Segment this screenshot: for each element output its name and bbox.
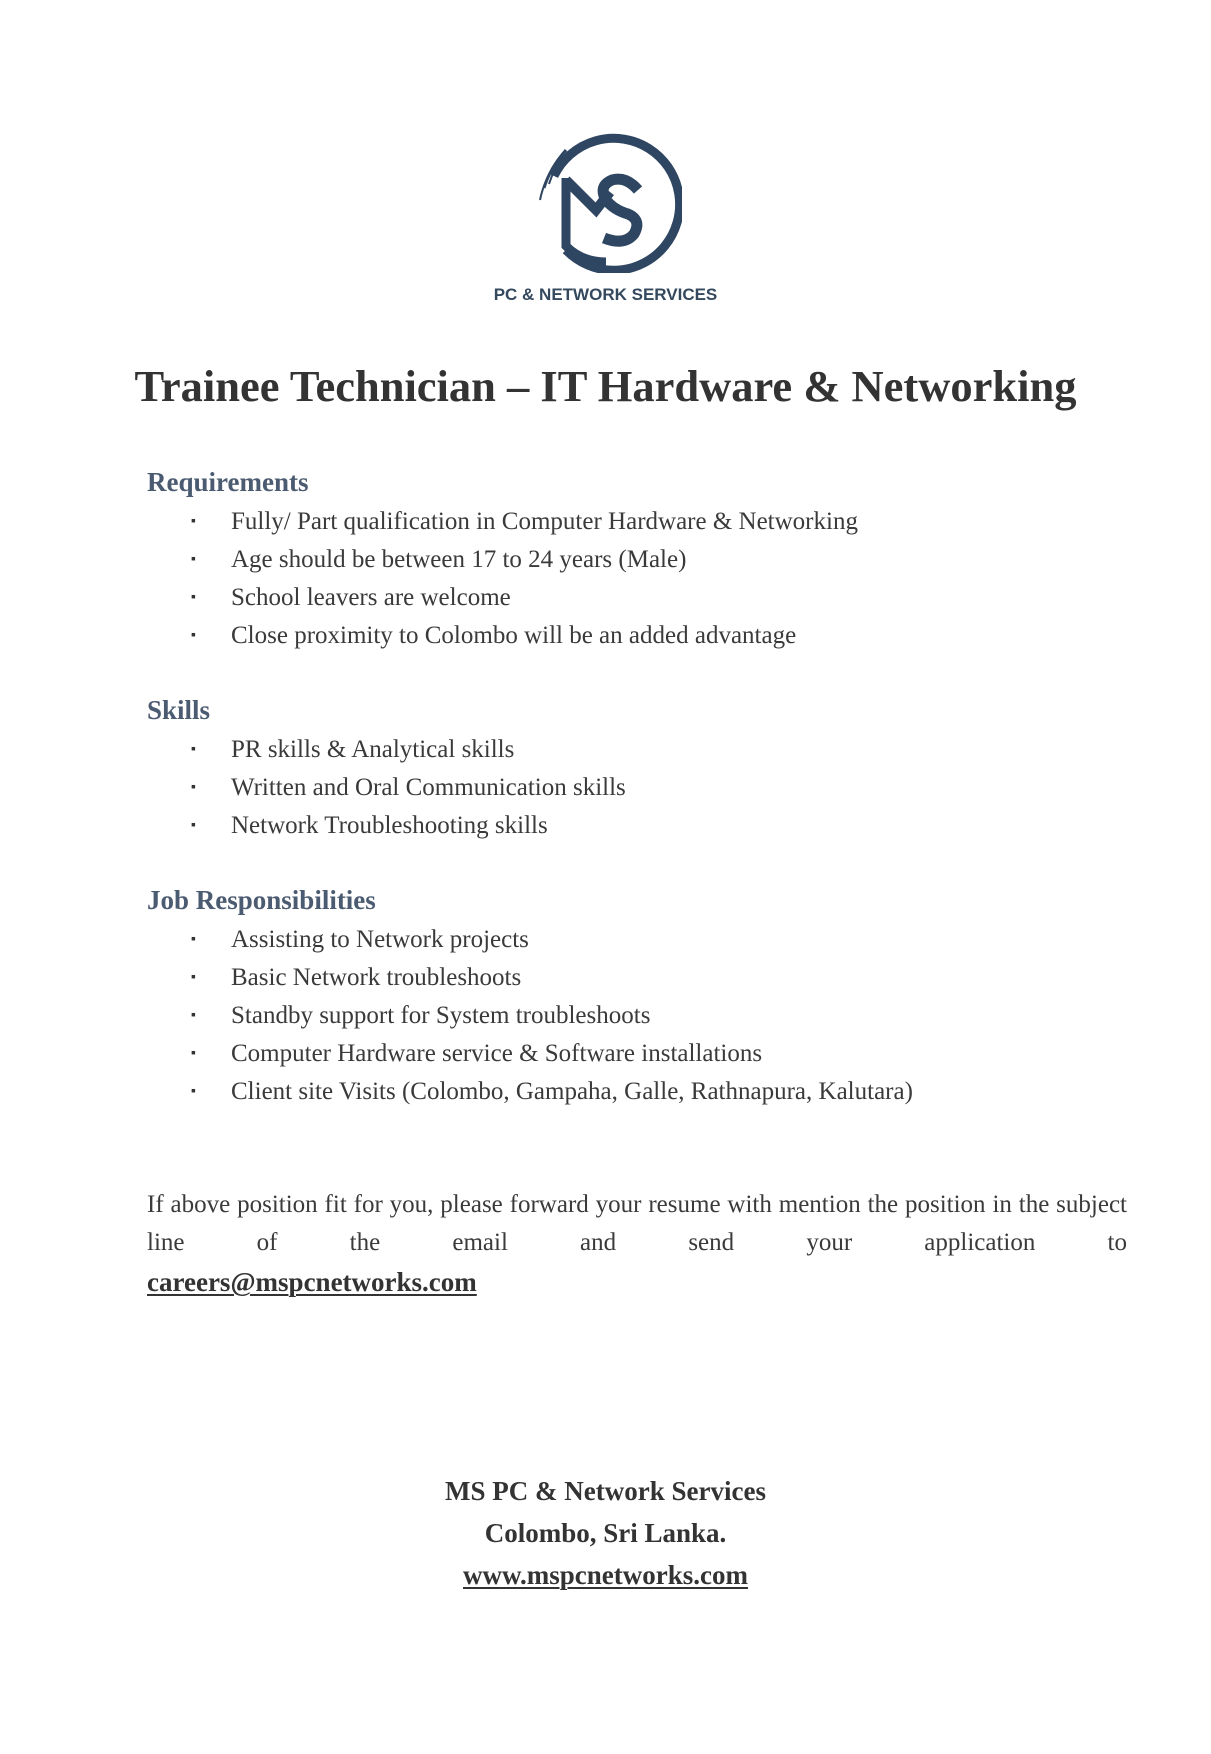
list-item bbox=[147, 579, 1127, 617]
bullet-square-icon: ▪ bbox=[191, 514, 196, 529]
list-item bbox=[147, 617, 1127, 655]
list-item-text: PR skills & Analytical skills bbox=[231, 736, 515, 763]
list-item-text: Fully/ Part qualification in Computer Hardware & Networking bbox=[231, 508, 858, 535]
application-instructions: If above position fit for you, please forward your resume with mention the position in the subject line of the email and send your application to bbox=[147, 1191, 1127, 1256]
bullet-square-icon: ▪ bbox=[191, 590, 196, 605]
bullet-square-icon: ▪ bbox=[191, 1084, 196, 1099]
careers-email-link[interactable]: careers@mspcnetworks.com bbox=[147, 1267, 477, 1297]
footer bbox=[0, 1470, 1211, 1596]
list-item-text: Written and Oral Communication skills bbox=[231, 774, 626, 801]
list-item-text: Close proximity to Colombo will be an added advantage bbox=[231, 622, 797, 649]
ms-monogram-icon bbox=[530, 128, 682, 273]
bullet-square-icon: ▪ bbox=[191, 628, 196, 643]
list-item bbox=[147, 769, 1127, 807]
list-item-text: Network Troubleshooting skills bbox=[231, 812, 548, 839]
requirements-list bbox=[147, 503, 1127, 655]
footer-location: Colombo, Sri Lanka. bbox=[484, 1518, 727, 1548]
list-item-text: Standby support for System troubleshoots bbox=[231, 1002, 651, 1029]
list-item-text: Computer Hardware service & Software installations bbox=[231, 1040, 763, 1067]
list-item-text: Assisting to Network projects bbox=[231, 926, 529, 953]
company-logo bbox=[530, 128, 682, 273]
list-item bbox=[147, 959, 1127, 997]
list-item bbox=[147, 997, 1127, 1035]
section-heading: Job Responsibilities bbox=[147, 885, 376, 915]
bullet-square-icon: ▪ bbox=[191, 970, 196, 985]
bullet-square-icon: ▪ bbox=[191, 780, 196, 795]
bullet-square-icon: ▪ bbox=[191, 932, 196, 947]
list-item-text: School leavers are welcome bbox=[231, 584, 511, 611]
section-skills bbox=[147, 693, 1127, 845]
bullet-square-icon: ▪ bbox=[191, 742, 196, 757]
list-item bbox=[147, 731, 1127, 769]
bullet-square-icon: ▪ bbox=[191, 818, 196, 833]
page-title: Trainee Technician – IT Hardware & Networking bbox=[134, 361, 1077, 411]
bullet-square-icon: ▪ bbox=[191, 1046, 196, 1061]
section-requirements bbox=[147, 465, 1127, 655]
list-item bbox=[147, 807, 1127, 845]
responsibilities-list bbox=[147, 921, 1127, 1111]
website-link[interactable]: www.mspcnetworks.com bbox=[463, 1560, 748, 1590]
list-item bbox=[147, 1035, 1127, 1073]
list-item-text: Age should be between 17 to 24 years (Male) bbox=[231, 546, 687, 573]
section-heading: Requirements bbox=[147, 467, 309, 497]
list-item-text: Client site Visits (Colombo, Gampaha, Galle, Rathnapura, Kalutara) bbox=[231, 1078, 913, 1105]
skills-list bbox=[147, 731, 1127, 845]
footer-company-name: MS PC & Network Services bbox=[445, 1476, 766, 1506]
list-item bbox=[147, 1073, 1127, 1111]
logo-tagline: PC & NETWORK SERVICES bbox=[493, 285, 718, 304]
list-item bbox=[147, 503, 1127, 541]
bullet-square-icon: ▪ bbox=[191, 552, 196, 567]
list-item bbox=[147, 921, 1127, 959]
list-item bbox=[147, 541, 1127, 579]
bullet-square-icon: ▪ bbox=[191, 1008, 196, 1023]
section-job-responsibilities bbox=[147, 883, 1127, 1111]
section-heading: Skills bbox=[147, 695, 211, 725]
list-item-text: Basic Network troubleshoots bbox=[231, 964, 522, 991]
